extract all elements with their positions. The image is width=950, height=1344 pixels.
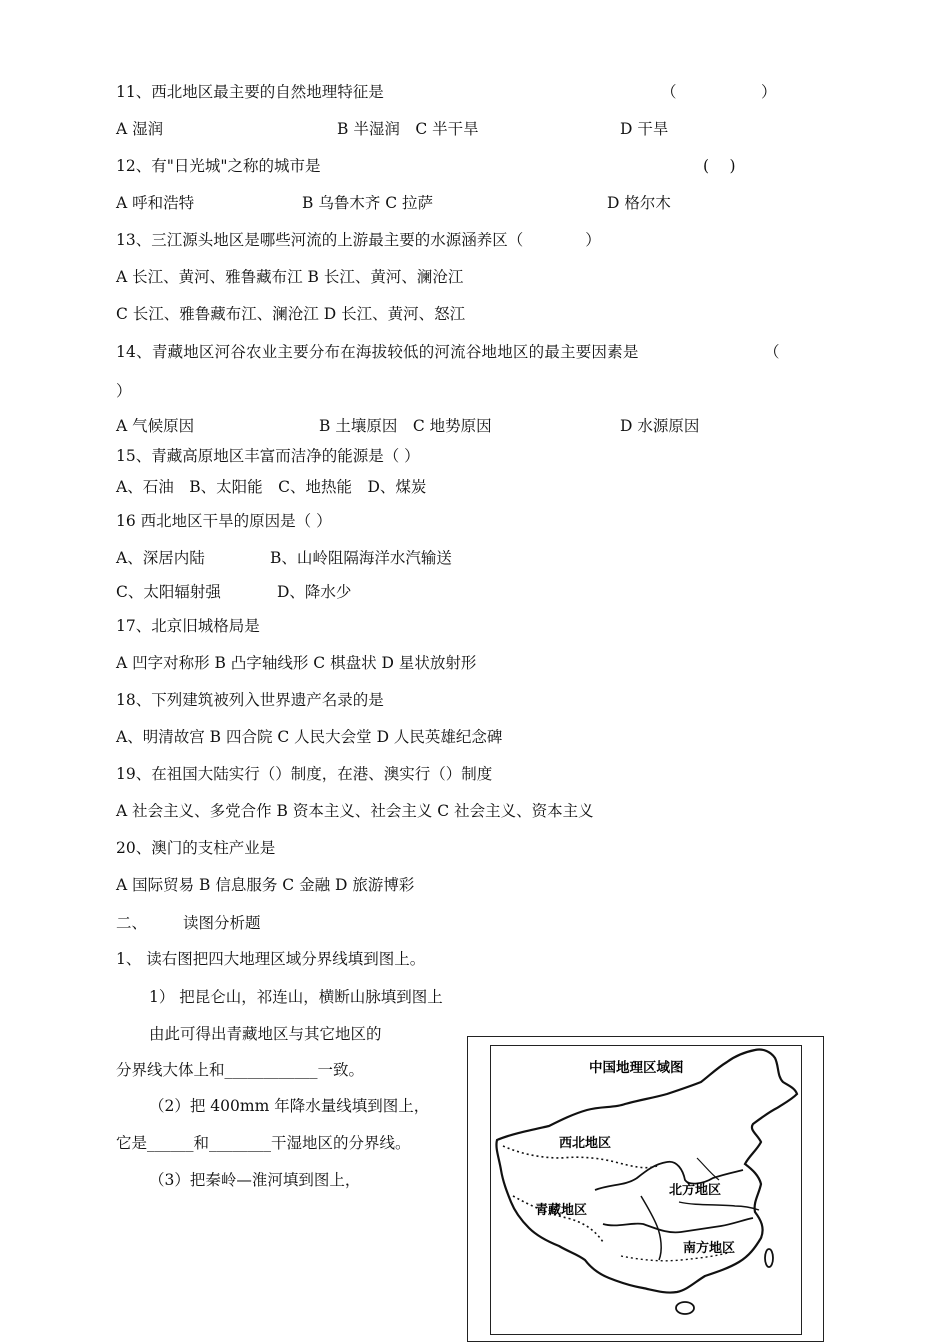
- option-a: A 湿润: [116, 120, 164, 138]
- question-15-stem: 15、青藏高原地区丰富而洁净的能源是（ ）: [116, 447, 420, 465]
- question-14-stem: 14、青藏地区河谷农业主要分布在海拔较低的河流谷地地区的最主要因素是: [116, 343, 639, 361]
- region-northwest-label: 西北地区: [559, 1136, 612, 1151]
- question-18-stem: 18、下列建筑被列入世界遗产名录的是: [116, 691, 384, 709]
- option-c: C、太阳辐射强: [116, 583, 221, 601]
- section-heading: 读图分析题: [183, 914, 261, 932]
- china-region-map: [490, 1045, 802, 1335]
- question-19-stem: 19、在祖国大陆实行（）制度，在港、澳实行（）制度: [116, 765, 493, 783]
- options: A 社会主义、多党合作 B 资本主义、社会主义 C 社会主义、资本主义: [116, 802, 594, 820]
- option-bc: B 乌鲁木齐 C 拉萨: [302, 194, 434, 212]
- region-qingzang-label: 青藏地区: [535, 1203, 588, 1218]
- map-title: 中国地理区域图: [589, 1060, 684, 1076]
- option-bc: B 半湿润 C 半干旱: [337, 120, 479, 138]
- option-bc: B 土壤原因 C 地势原因: [319, 417, 492, 435]
- map-figure-frame: [467, 1036, 824, 1342]
- option-a: A、深居内陆: [116, 549, 205, 567]
- answer-paren-open: （: [764, 343, 780, 361]
- option-d: D 水源原因: [620, 417, 700, 435]
- options: A 凹字对称形 B 凸字轴线形 C 棋盘状 D 星状放射形: [116, 654, 477, 672]
- region-north-label: 北方地区: [669, 1183, 722, 1198]
- question-13-stem: 13、三江源头地区是哪些河流的上游最主要的水源涵养区（ ）: [116, 231, 601, 249]
- sub-question-2: （2）把 400mm 年降水量线填到图上，: [149, 1097, 430, 1115]
- region-south-label: 南方地区: [683, 1241, 736, 1256]
- option-a: A 呼和浩特: [116, 194, 195, 212]
- options: A、石油 B、太阳能 C、地热能 D、煤炭: [116, 478, 427, 496]
- section-number: 二、: [116, 914, 148, 932]
- taiwan-island: [765, 1249, 773, 1267]
- option-b: B、山岭阻隔海洋水汽输送: [270, 549, 452, 567]
- sub-question-2-blank: 它是______和________干湿地区的分界线。: [116, 1134, 411, 1152]
- options: A、明清故宫 B 四合院 C 人民大会堂 D 人民英雄纪念碑: [116, 728, 503, 746]
- question-17-stem: 17、北京旧城格局是: [116, 617, 260, 635]
- hainan-island: [676, 1302, 694, 1314]
- answer-paren-open: （: [661, 83, 677, 101]
- option-d: D、降水少: [277, 583, 352, 601]
- option-a: A 气候原因: [116, 417, 195, 435]
- yangtze-river: [603, 1218, 753, 1232]
- option-d: D 格尔木: [607, 194, 671, 212]
- item-1: 1、 读右图把四大地理区域分界线填到图上。: [116, 950, 426, 968]
- question-11-stem: 11、西北地区最主要的自然地理特征是: [116, 83, 384, 101]
- answer-paren: ( ): [703, 157, 736, 175]
- sub-question-1-blank: 分界线大体上和____________一致。: [116, 1061, 365, 1079]
- sub-question-1: 1） 把昆仑山，祁连山，横断山脉填到图上: [149, 988, 443, 1006]
- sub-question-1-text: 由此可得出青藏地区与其它地区的: [149, 1025, 382, 1043]
- question-12-stem: 12、有"日光城"之称的城市是: [116, 157, 321, 175]
- option-d: D 干旱: [620, 120, 669, 138]
- question-20-stem: 20、澳门的支柱产业是: [116, 839, 276, 857]
- sub-question-3: （3）把秦岭—淮河填到图上，: [149, 1171, 361, 1189]
- question-16-stem: 16 西北地区干旱的原因是（ ）: [116, 512, 332, 530]
- options-ab: A 长江、黄河、雅鲁藏布江 B 长江、黄河、澜沧江: [116, 268, 464, 286]
- answer-paren-close: ）: [116, 382, 132, 400]
- answer-paren-close: ）: [761, 83, 777, 101]
- options-cd: C 长江、雅鲁藏布江、澜沧江 D 长江、黄河、怒江: [116, 305, 466, 323]
- options: A 国际贸易 B 信息服务 C 金融 D 旅游博彩: [116, 876, 415, 894]
